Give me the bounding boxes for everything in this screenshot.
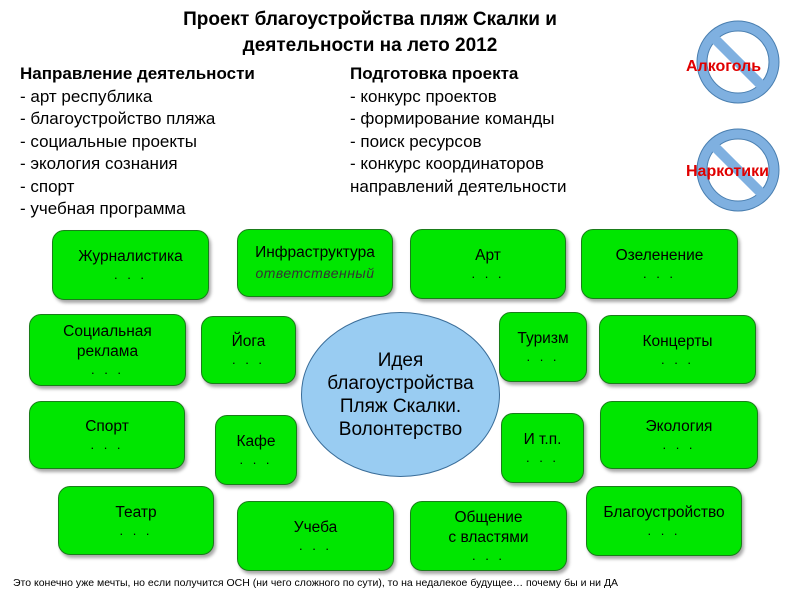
box-ellipsis: . . .	[471, 266, 505, 281]
list-item: - формирование команды	[350, 109, 555, 128]
title-line-2: деятельности на лето 2012	[242, 35, 498, 56]
drugs-label: Наркотики	[686, 163, 769, 180]
box-blagoustroystvo	[586, 486, 742, 556]
box-teatr	[58, 486, 214, 555]
box-koncerty	[599, 315, 756, 384]
box-ellipsis: . . .	[298, 538, 333, 553]
box-label: Туризм	[517, 330, 569, 347]
box-label: Концерты	[642, 332, 713, 350]
box-kafe	[215, 415, 297, 485]
list-item: - учебная программа	[20, 199, 186, 218]
box-label: Учеба	[293, 519, 338, 536]
box-label: Озеленение	[615, 247, 704, 264]
box-infrastruktura	[237, 229, 393, 297]
box-ellipsis: . . .	[231, 352, 266, 367]
list-item: - конкурс координаторов	[350, 154, 544, 173]
box-responsible: ответственный	[255, 265, 375, 281]
project-preparation-heading: Подготовка проекта	[350, 64, 519, 83]
box-label: Социальная	[63, 323, 152, 340]
box-ellipsis: . . .	[525, 450, 560, 465]
central-idea-line: Волонтерство	[338, 418, 463, 440]
box-label: Экология	[645, 418, 713, 435]
box-ellipsis: . . .	[113, 267, 148, 282]
central-idea-line: Идея	[377, 349, 424, 371]
box-label: с властями	[448, 529, 529, 546]
box-zhurnalistika	[52, 230, 209, 300]
list-item: - поиск ресурсов	[350, 131, 482, 151]
list-item: - социальные проекты	[20, 131, 197, 151]
box-art	[410, 229, 566, 299]
box-label: Кафе	[236, 433, 276, 450]
box-ellipsis: . . .	[119, 522, 153, 538]
list-item: - спорт	[20, 176, 75, 196]
list-item: - экология сознания	[20, 154, 178, 173]
central-idea-line: Пляж Скалки.	[339, 395, 462, 417]
box-label: Йога	[231, 333, 266, 350]
box-ellipsis: . . .	[642, 266, 677, 281]
alcohol-label: Алкоголь	[686, 58, 762, 75]
list-item: - конкурс проектов	[350, 86, 497, 106]
box-label: Журналистика	[78, 248, 183, 265]
box-ellipsis: . . .	[662, 437, 696, 452]
central-idea-line: благоустройства	[327, 372, 474, 394]
list-item: - благоустройство пляжа	[20, 109, 216, 128]
box-ellipsis: . . .	[90, 362, 125, 377]
footer-note: Это конечно уже мечты, но если получится ОСН (ни чего сложного по сути), то на недалекое будущее… почему бы и ни ДА	[13, 577, 619, 589]
activity-directions-heading: Направление деятельности	[20, 64, 255, 83]
box-itp	[501, 413, 584, 483]
list-item: - арт республика	[20, 86, 153, 106]
box-ozelenenie	[581, 229, 738, 299]
box-ellipsis: . . .	[660, 351, 695, 367]
box-turizm	[499, 312, 587, 382]
box-ellipsis: . . .	[647, 523, 681, 538]
box-ellipsis: . . .	[239, 452, 273, 467]
box-soc-reklama	[29, 314, 186, 386]
list-item: направлений деятельности	[350, 176, 567, 196]
box-label: Спорт	[85, 418, 129, 435]
box-label: реклама	[76, 343, 139, 360]
box-yoga	[201, 316, 296, 384]
box-ellipsis: . . .	[526, 349, 560, 364]
box-label: Театр	[115, 503, 157, 521]
box-label: И т.п.	[523, 431, 562, 448]
title-line-1: Проект благоустройства пляж Скалки и	[183, 9, 557, 30]
box-label: Общение	[454, 509, 523, 526]
box-ellipsis: . . .	[90, 437, 124, 452]
box-sport	[29, 401, 185, 469]
page-title	[110, 7, 630, 59]
activity-directions-list	[20, 63, 255, 221]
box-label: Благоустройство	[603, 504, 725, 521]
box-label: Арт	[475, 247, 501, 264]
box-ucheba	[237, 501, 394, 571]
box-obshchenie	[410, 501, 567, 571]
box-ekologiya	[600, 401, 758, 469]
box-ellipsis: . . .	[471, 548, 506, 563]
central-idea-ellipse	[301, 312, 500, 477]
box-label: Инфраструктура	[255, 244, 375, 261]
project-preparation-list	[350, 63, 567, 198]
